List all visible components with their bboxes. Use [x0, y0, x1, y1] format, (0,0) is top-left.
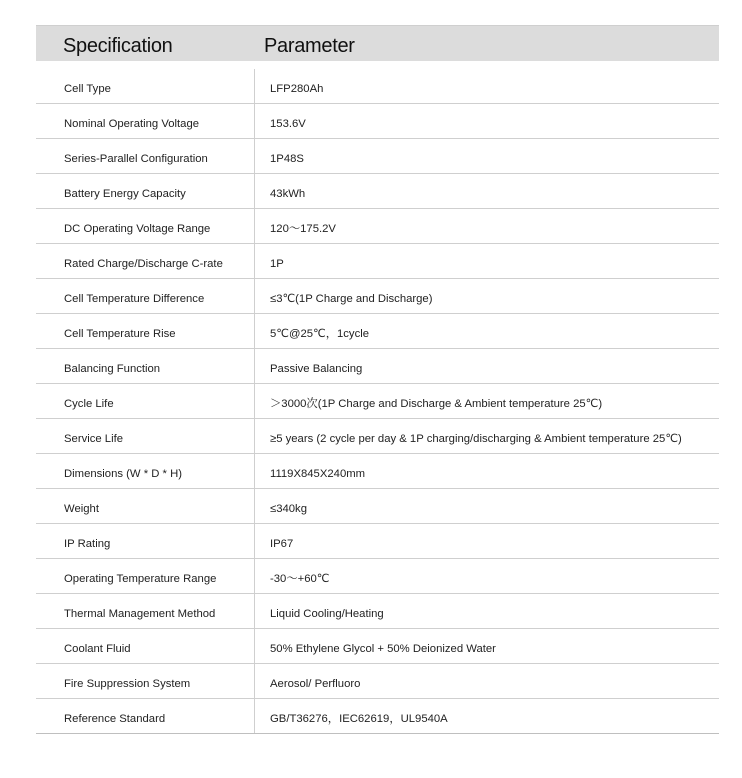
column-divider	[254, 104, 255, 138]
param-cell: Passive Balancing	[270, 363, 363, 375]
param-cell: ≥5 years (2 cycle per day & 1P charging/discharging & Ambient temperature 25℃)	[270, 433, 682, 445]
table-row	[36, 664, 719, 699]
column-divider	[254, 174, 255, 208]
column-divider	[254, 524, 255, 558]
param-cell: IP67	[270, 538, 294, 550]
column-divider	[254, 384, 255, 418]
spec-cell: Balancing Function	[64, 363, 161, 375]
column-divider	[254, 209, 255, 243]
table-row	[36, 489, 719, 524]
table-row	[36, 174, 719, 209]
table-row	[36, 384, 719, 419]
column-divider	[254, 69, 255, 103]
column-divider	[254, 489, 255, 523]
spec-cell: Nominal Operating Voltage	[64, 118, 200, 130]
param-cell: GB/T36276，IEC62619，UL9540A	[270, 713, 448, 725]
param-cell: Liquid Cooling/Heating	[270, 608, 384, 620]
param-cell: Aerosol/ Perfluoro	[270, 678, 361, 690]
table-row	[36, 419, 719, 454]
param-cell: 1P48S	[270, 153, 304, 165]
param-cell: 1P	[270, 258, 284, 270]
spec-cell: DC Operating Voltage Range	[64, 223, 211, 235]
spec-cell: Weight	[64, 503, 99, 515]
table-row	[36, 244, 719, 279]
table-row	[36, 69, 719, 104]
column-divider	[254, 699, 255, 733]
param-cell: ＞3000次(1P Charge and Discharge & Ambient temperature 25℃)	[270, 398, 603, 410]
column-divider	[254, 244, 255, 278]
spec-cell: Thermal Management Method	[64, 608, 216, 620]
spec-cell: Cycle Life	[64, 398, 114, 410]
table-row	[36, 104, 719, 139]
spec-cell: Rated Charge/Discharge C-rate	[64, 258, 223, 270]
table-row	[36, 454, 719, 489]
table-row	[36, 139, 719, 174]
table-row	[36, 559, 719, 594]
column-divider	[254, 279, 255, 313]
column-divider	[254, 454, 255, 488]
column-divider	[254, 629, 255, 663]
param-cell: 1119X845X240mm	[270, 468, 366, 480]
param-cell: -30～+60℃	[270, 573, 330, 585]
table-row	[36, 629, 719, 664]
param-cell: ≤3℃(1P Charge and Discharge)	[270, 293, 433, 305]
table-body	[36, 69, 719, 734]
param-cell: 50% Ethylene Glycol + 50% Deionized Water	[270, 643, 496, 655]
spec-cell: Reference Standard	[64, 713, 166, 725]
table-row	[36, 699, 719, 734]
column-divider	[254, 349, 255, 383]
param-cell: 5℃@25℃，1cycle	[270, 328, 370, 340]
spec-cell: Dimensions (W * D * H)	[64, 468, 183, 480]
table-row	[36, 524, 719, 559]
param-cell: 43kWh	[270, 188, 306, 200]
param-cell: 153.6V	[270, 118, 306, 130]
spec-cell: Cell Temperature Rise	[64, 328, 176, 340]
column-divider	[254, 314, 255, 348]
column-divider	[254, 559, 255, 593]
header-parameter: Parameter	[264, 35, 355, 57]
spec-cell: Coolant Fluid	[64, 643, 131, 655]
spec-cell: Cell Type	[64, 83, 111, 95]
spec-cell: Series-Parallel Configuration	[64, 153, 208, 165]
column-divider	[254, 664, 255, 698]
header-specification: Specification	[63, 35, 173, 57]
column-divider	[254, 419, 255, 453]
param-cell: 120～175.2V	[270, 223, 336, 235]
spec-cell: Service Life	[64, 433, 124, 445]
spec-cell: IP Rating	[64, 538, 111, 550]
spec-cell: Battery Energy Capacity	[64, 188, 186, 200]
column-divider	[254, 139, 255, 173]
table-row	[36, 209, 719, 244]
table-header	[36, 25, 719, 61]
spec-cell: Cell Temperature Difference	[64, 293, 205, 305]
header-spacer	[36, 61, 719, 69]
param-cell: ≤340kg	[270, 503, 307, 515]
spec-cell: Operating Temperature Range	[64, 573, 217, 585]
spec-cell: Fire Suppression System	[64, 678, 191, 690]
table-row	[36, 349, 719, 384]
spec-table	[36, 25, 719, 734]
table-row	[36, 594, 719, 629]
table-row	[36, 279, 719, 314]
column-divider	[254, 594, 255, 628]
table-row	[36, 314, 719, 349]
param-cell: LFP280Ah	[270, 83, 324, 95]
